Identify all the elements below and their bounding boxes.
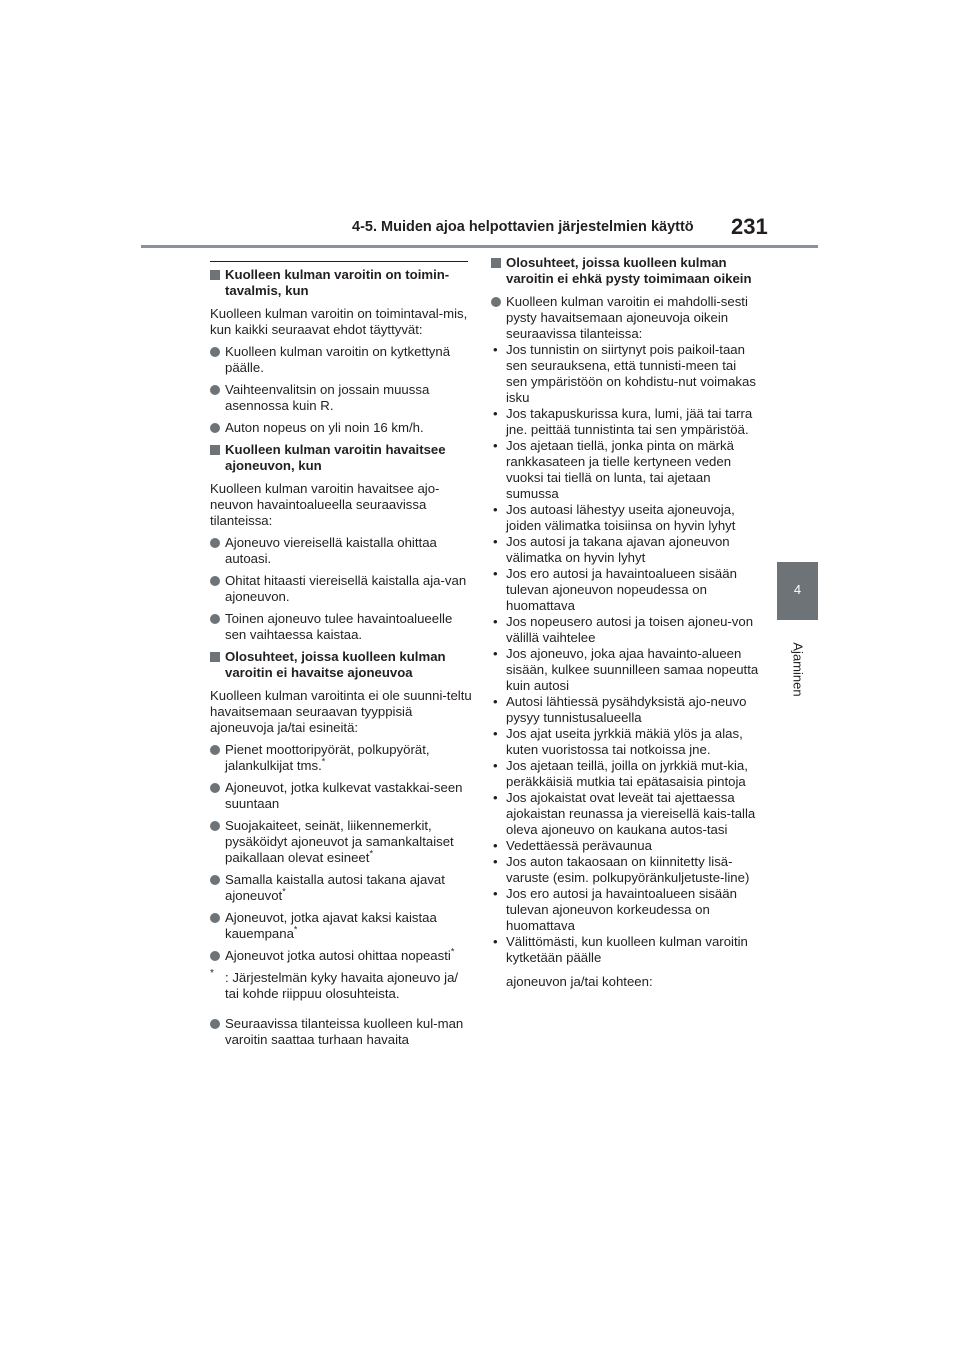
circle-bullet-icon (210, 347, 220, 357)
section-rule (210, 261, 468, 262)
bullet-text: Seuraavissa tilanteissa kuolleen kul-man varoitin saattaa turhaan havaita (225, 1016, 464, 1047)
sub-item (491, 758, 761, 790)
continuation-text: ajoneuvon ja/tai kohteen: (506, 974, 653, 989)
sub-item-text: Jos ajoneuvo, joka ajaa havainto-alueen sisään, kulkee suunnilleen samaa nopeutta kuin autosi (506, 646, 759, 693)
bullet-text: Ohitat hitaasti viereisellä kaistalla aja-van ajoneuvon. (225, 573, 467, 604)
sub-marker: • (493, 726, 498, 741)
bullet-item (210, 742, 472, 774)
section-heading (491, 255, 761, 287)
sub-marker: • (493, 790, 498, 805)
sub-marker: • (493, 694, 498, 709)
bullet-item (210, 1016, 472, 1048)
bullet-text: Kuolleen kulman varoitin on kytkettynä päälle. (225, 344, 451, 375)
sub-item (491, 438, 761, 502)
sub-marker: • (493, 502, 498, 517)
bullet-text: Ajoneuvot, jotka ajavat kaksi kaistaa kauempana (225, 910, 437, 941)
bullet-item (210, 818, 472, 866)
bullet-item (210, 344, 472, 376)
header-title: 4-5. Muiden ajoa helpottavien järjestelmien käyttö (352, 219, 694, 235)
sub-item-text: Jos ajat useita jyrkkiä mäkiä ylös ja alas, kuten vuoristossa tai notkoissa jne. (506, 726, 743, 757)
sub-item (491, 726, 761, 758)
circle-bullet-icon (210, 875, 220, 885)
sub-item-text: Jos ero autosi ja havaintoalueen sisään tulevan ajoneuvon nopeudessa on huomattava (506, 566, 737, 613)
footnote-ref: * (450, 946, 455, 957)
bullet-text: Samalla kaistalla autosi takana ajavat ajoneuvot (225, 872, 445, 903)
heading-text: Kuolleen kulman varoitin on toimin-tavalmis, kun (225, 267, 450, 298)
bullet-text: Ajoneuvot, jotka kulkevat vastakkai-seen suuntaan (225, 780, 463, 811)
sub-item-text: Jos nopeusero autosi ja toisen ajoneu-von välillä vaihtelee (506, 614, 754, 645)
sub-item (491, 694, 761, 726)
sub-item (491, 566, 761, 614)
circle-bullet-icon (210, 385, 220, 395)
heading-text: Olosuhteet, joissa kuolleen kulman varoitin ei havaitse ajoneuvoa (225, 649, 446, 680)
heading-text: Olosuhteet, joissa kuolleen kulman varoitin ei ehkä pysty toimimaan oikein (506, 255, 752, 286)
circle-bullet-icon (210, 538, 220, 548)
circle-bullet-icon (210, 951, 220, 961)
bullet-text: Vaihteenvalitsin on jossain muussa asennossa kuin R. (225, 382, 430, 413)
bullet-item (210, 382, 472, 414)
footnote-ref: * (321, 756, 326, 767)
right-column (491, 255, 761, 990)
bullet-text: Auton nopeus on yli noin 16 km/h. (225, 420, 424, 435)
sub-marker: • (493, 342, 498, 357)
sub-marker: • (493, 886, 498, 901)
footnote-ref: * (293, 924, 298, 935)
sub-marker: • (493, 758, 498, 773)
square-marker-icon (210, 270, 220, 280)
sub-item-text: Jos auton takaosaan on kiinnitetty lisä-varuste (esim. polkupyöränkuljetuste-line) (506, 854, 750, 885)
paragraph: Kuolleen kulman varoitin on toimintaval-mis, kun kaikki seuraavat ehdot täyttyvät: (210, 306, 468, 337)
sub-item (491, 838, 761, 854)
bullet-item (210, 910, 472, 942)
circle-bullet-icon (210, 576, 220, 586)
sub-marker: • (493, 406, 498, 421)
footnote-ref: * (282, 886, 286, 897)
circle-bullet-icon (210, 913, 220, 923)
square-marker-icon (491, 258, 501, 268)
page-number: 231 (731, 214, 768, 239)
sub-marker: • (493, 566, 498, 581)
sub-item-text: Vedettäessä perävaunua (506, 838, 652, 853)
sub-item (491, 646, 761, 694)
sub-marker: • (493, 438, 498, 453)
sub-marker: • (493, 838, 498, 853)
sub-item-text: Jos tunnistin on siirtynyt pois paikoil-taan sen seurauksena, että tunnisti-meen tai sen ympäristöön on kohdistu-nut voimakas isku (506, 342, 756, 405)
sub-item-text: Autosi lähtiessä pysähdyksistä ajo-neuvo pysyy tunnistusalueella (506, 694, 747, 725)
sub-item (491, 406, 761, 438)
footnote-text: : Järjestelmän kyky havaita ajoneuvo ja/ tai kohde riippuu olosuhteista. (225, 970, 459, 1001)
bullet-text: Toinen ajoneuvo tulee havaintoalueelle sen vaihtaessa kaistaa. (225, 611, 453, 642)
heading-text: Kuolleen kulman varoitin havaitsee ajoneuvon, kun (225, 442, 446, 473)
sub-item-text: Jos autoasi lähestyy useita ajoneuvoja, joiden välimatka toisiinsa on hyvin lyhyt (506, 502, 736, 533)
bullet-text: Ajoneuvot jotka autosi ohittaa nopeasti (225, 948, 451, 963)
bullet-text: Pienet moottoripyörät, polkupyörät, jalankulkijat tms. (225, 742, 430, 773)
sub-item-text: Jos takapuskurissa kura, lumi, jää tai tarra jne. peittää tunnistinta tai sen ympäristöä. (506, 406, 753, 437)
bullet-item (491, 294, 761, 342)
sub-item (491, 934, 761, 966)
sub-marker: • (493, 934, 498, 949)
circle-bullet-icon (210, 745, 220, 755)
sub-item-text: Jos autosi ja takana ajavan ajoneuvon välimatka on hyvin lyhyt (506, 534, 730, 565)
sub-item (491, 614, 761, 646)
sub-item (491, 854, 761, 886)
bullet-text: Suojakaiteet, seinät, liikennemerkit, pysäköidyt ajoneuvot ja samankaltaiset paikallaan olevat esineet (225, 818, 454, 865)
bullet-item (210, 948, 472, 964)
sub-item (491, 790, 761, 838)
circle-bullet-icon (210, 1019, 220, 1029)
bullet-item (210, 780, 472, 812)
circle-bullet-icon (210, 783, 220, 793)
sub-item (491, 886, 761, 934)
square-marker-icon (210, 445, 220, 455)
chapter-label-box (788, 632, 808, 712)
sub-item (491, 534, 761, 566)
chapter-number: 4 (793, 582, 802, 597)
header-rule (141, 245, 818, 248)
chapter-tab (777, 562, 818, 620)
section-heading (210, 267, 472, 299)
sub-marker: • (493, 614, 498, 629)
sub-item-text: Jos ero autosi ja havaintoalueen sisään tulevan ajoneuvon korkeudessa on huomattava (506, 886, 737, 933)
bullet-text: Ajoneuvo viereisellä kaistalla ohittaa autoasi. (225, 535, 437, 566)
sub-marker: • (493, 534, 498, 549)
square-marker-icon (210, 652, 220, 662)
paragraph: Kuolleen kulman varoitin havaitsee ajo-neuvon havaintoalueella seuraavissa tilanteissa: (210, 481, 440, 528)
chapter-label: Ajaminen (790, 642, 806, 697)
circle-bullet-icon (210, 821, 220, 831)
bullet-item (210, 611, 472, 643)
section-heading (210, 649, 472, 681)
section-heading (210, 442, 472, 474)
bullet-item (210, 420, 472, 436)
paragraph: Kuolleen kulman varoitinta ei ole suunni-teltu havaitsemaan seuraavan tyyppisiä ajoneuvoja ja/tai esineitä: (210, 688, 472, 735)
circle-bullet-icon (210, 423, 220, 433)
sub-item-text: Välittömästi, kun kuolleen kulman varoitin kytketään päälle (506, 934, 748, 965)
circle-bullet-icon (210, 614, 220, 624)
sub-item (491, 342, 761, 406)
sub-item-text: Jos ajetaan teillä, joilla on jyrkkiä mut-kia, peräkkäisiä mutkia tai epätasaisia pintoja (506, 758, 748, 789)
left-column (210, 267, 472, 1054)
bullet-item (210, 872, 472, 904)
circle-bullet-icon (491, 297, 501, 307)
footnote (210, 970, 472, 1002)
footnote-ref: * (369, 848, 373, 859)
footnote-mark: * (210, 968, 214, 979)
sub-item-text: Jos ajetaan tiellä, jonka pinta on märkä rankkasateen ja tielle kertyneen veden vuoksi tai tiellä on lunta, tai ajetaan sumussa (506, 438, 734, 501)
bullet-text: Kuolleen kulman varoitin ei mahdolli-sesti pysty havaitsemaan ajoneuvoja oikein seuraavissa tilanteissa: (506, 294, 748, 341)
bullet-item (210, 535, 472, 567)
sub-marker: • (493, 854, 498, 869)
sub-item-text: Jos ajokaistat ovat leveät tai ajettaessa ajokaistan reunassa ja viereisellä kais-talla oleva ajoneuvo on kaukana autos-tasi (506, 790, 756, 837)
sub-marker: • (493, 646, 498, 661)
sub-item (491, 502, 761, 534)
bullet-item (210, 573, 472, 605)
